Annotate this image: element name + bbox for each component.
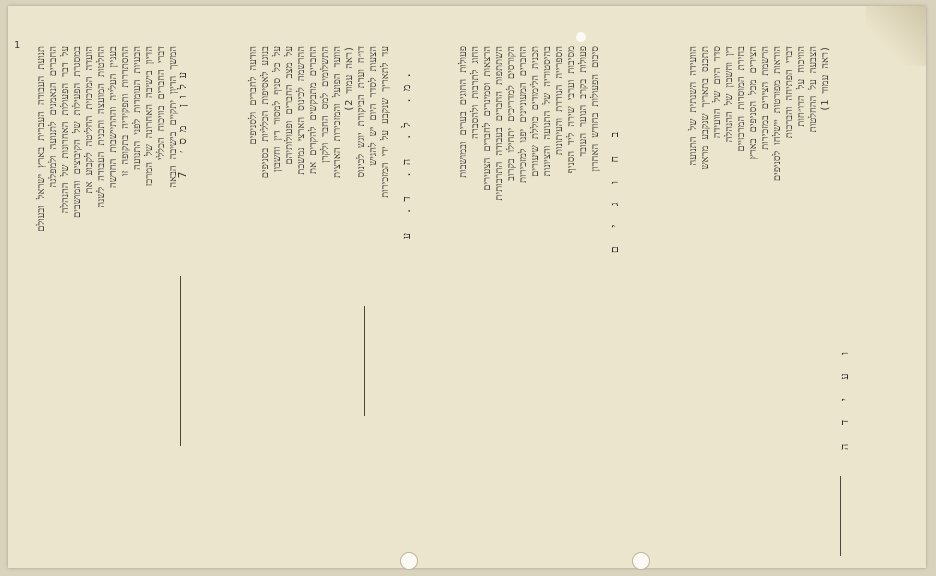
text-line-content: החברים מתבקשים להקדים את — [308, 46, 319, 175]
text-line-content: סיכום הפעולות בחודש האחרון — [590, 46, 601, 172]
text-line-content: דו״ח ועדת הביקורת יוגש לכינוס — [356, 46, 367, 178]
text-line-content: על כל סניף למסור דין וחשבון — [272, 46, 283, 172]
text-line-content: השתתפות החברים בעבודה התרבותית — [494, 46, 505, 201]
text-line-content: הדיון בישיבה האחרונה של המרכז — [144, 46, 155, 187]
text-line-content: תכנית הלימודים כוללת שיעורים — [530, 46, 541, 177]
text-line-content: ההסתדרות ותפקידיה בתקופה זו — [120, 46, 131, 176]
text-line-content: התשלומים למס החבר ולקרן — [320, 46, 331, 163]
text-line-content: החברים המעוניינים יפנו למזכירות — [518, 46, 529, 183]
column-2-heading: מ. ל. ה. ד. ע. — [400, 66, 413, 240]
text-line-content: הרשמת הצירים במזכירות — [760, 46, 771, 150]
column-2 — [248, 46, 448, 528]
text-line-content: הוויכוח על הדו״חות — [796, 46, 807, 127]
column-divider-3 — [840, 476, 841, 556]
text-line-content: הוראות מפורטות יישלחו לסניפים — [772, 46, 783, 182]
text-line-content: הרצאות וסמינרים לחברים הצעירים — [482, 46, 493, 191]
text-line-content: פעולות החוגים בערים ובמושבות — [458, 46, 469, 178]
text-line-content: דברי הפתיחה והברכות — [784, 46, 795, 139]
text-line-content: הוועד הפועל והמזכירות הארצית — [332, 46, 343, 179]
text-line-content: הקורסים למדריכים יתחילו בקרוב — [506, 46, 517, 181]
text-line-content: דברי החברים בוויכוח הכללי — [156, 46, 167, 161]
text-line-content: הצבעה על ההחלטות — [808, 46, 819, 133]
text-line-content: פעולות בקרב הנוער העובד — [578, 46, 589, 157]
text-line-content: הבעיות העומדות לפני התנועה — [132, 46, 143, 170]
text-line-content: (ראה עמוד 1) — [820, 46, 831, 112]
text-line-content: תתכנס בתאריך שנקבע מראש — [700, 46, 711, 170]
page-number: 1 — [14, 40, 21, 51]
text-line-content: מסיבות וערבי שירה ליד הסניף — [566, 46, 577, 174]
text-line-content: במסגרת הפעילות של הקיבוצים והמושבים — [72, 46, 83, 218]
column-1-heading: עלון מס׳ 7 — [176, 66, 189, 179]
text-line-content: החברים הנאמנים לתנועה ולמפלגה — [48, 46, 59, 188]
text-line-content: הועדה המרכזית החליטה לקבוע את — [84, 46, 95, 194]
text-line-content: (ראה עמוד 2) — [344, 46, 355, 112]
text-line-content: החלטות המועצה ותכנית העבודה לשנה — [96, 46, 107, 208]
text-line-content: הודעה לחברים ולסניפים — [248, 46, 259, 145]
text-line-content: על דבר הפעולות האחרונות של ההנהלה — [60, 46, 71, 214]
text-line-content: בנוגע לאסיפות הכלליות בסניפים — [260, 46, 271, 179]
text-line-content: הספרייה הנודדת והעיתונות — [554, 46, 565, 156]
text-line-content: על מצב החברים ופעולותיהם — [284, 46, 295, 165]
text-line-content: המשך הדיון יתקיים בישיבה הבאה — [168, 46, 179, 188]
column-divider-2 — [364, 306, 365, 416]
text-line-content: סדר היום של הוועידה — [712, 46, 723, 139]
text-line-content: דין וחשבון של ההנהלה — [724, 46, 735, 143]
text-line-content: תנועת העבודה העברית בארץ ישראל ובעולם — [36, 46, 47, 232]
text-line-content: בהיסטוריה של התנועה והציונות — [542, 46, 553, 177]
column-3 — [458, 46, 658, 528]
column-3-heading: ב ח ו ג י ם — [608, 126, 621, 254]
text-line-content: הצירים מכל הסניפים בארץ — [748, 46, 759, 160]
document-page — [8, 6, 926, 568]
punch-hole-3 — [576, 32, 586, 42]
text-line-content: הצעות לסדר היום יש להגיש — [368, 46, 379, 166]
punch-hole-1 — [400, 552, 418, 570]
column-4 — [688, 46, 888, 528]
text-line-content: בעניין העלייה וההתיישבות החדשה — [108, 46, 119, 188]
text-line-content: הוועידה השנתית של התנועה — [688, 46, 699, 166]
punch-hole-2 — [632, 552, 650, 570]
column-4-heading: ו ע י ד ה — [838, 346, 851, 451]
column-1 — [36, 46, 216, 528]
text-line-content: עד לתאריך שנקבע על ידי המזכירות — [380, 46, 391, 198]
text-line-content: החוג לתרבות ולהסברה — [470, 46, 481, 139]
text-line-content: בחירת המוסדות המרכזיים — [736, 46, 747, 152]
column-divider-1 — [180, 276, 181, 446]
text-line-content: ההרשמה לכינוס הארצי נמשכת — [296, 46, 307, 175]
